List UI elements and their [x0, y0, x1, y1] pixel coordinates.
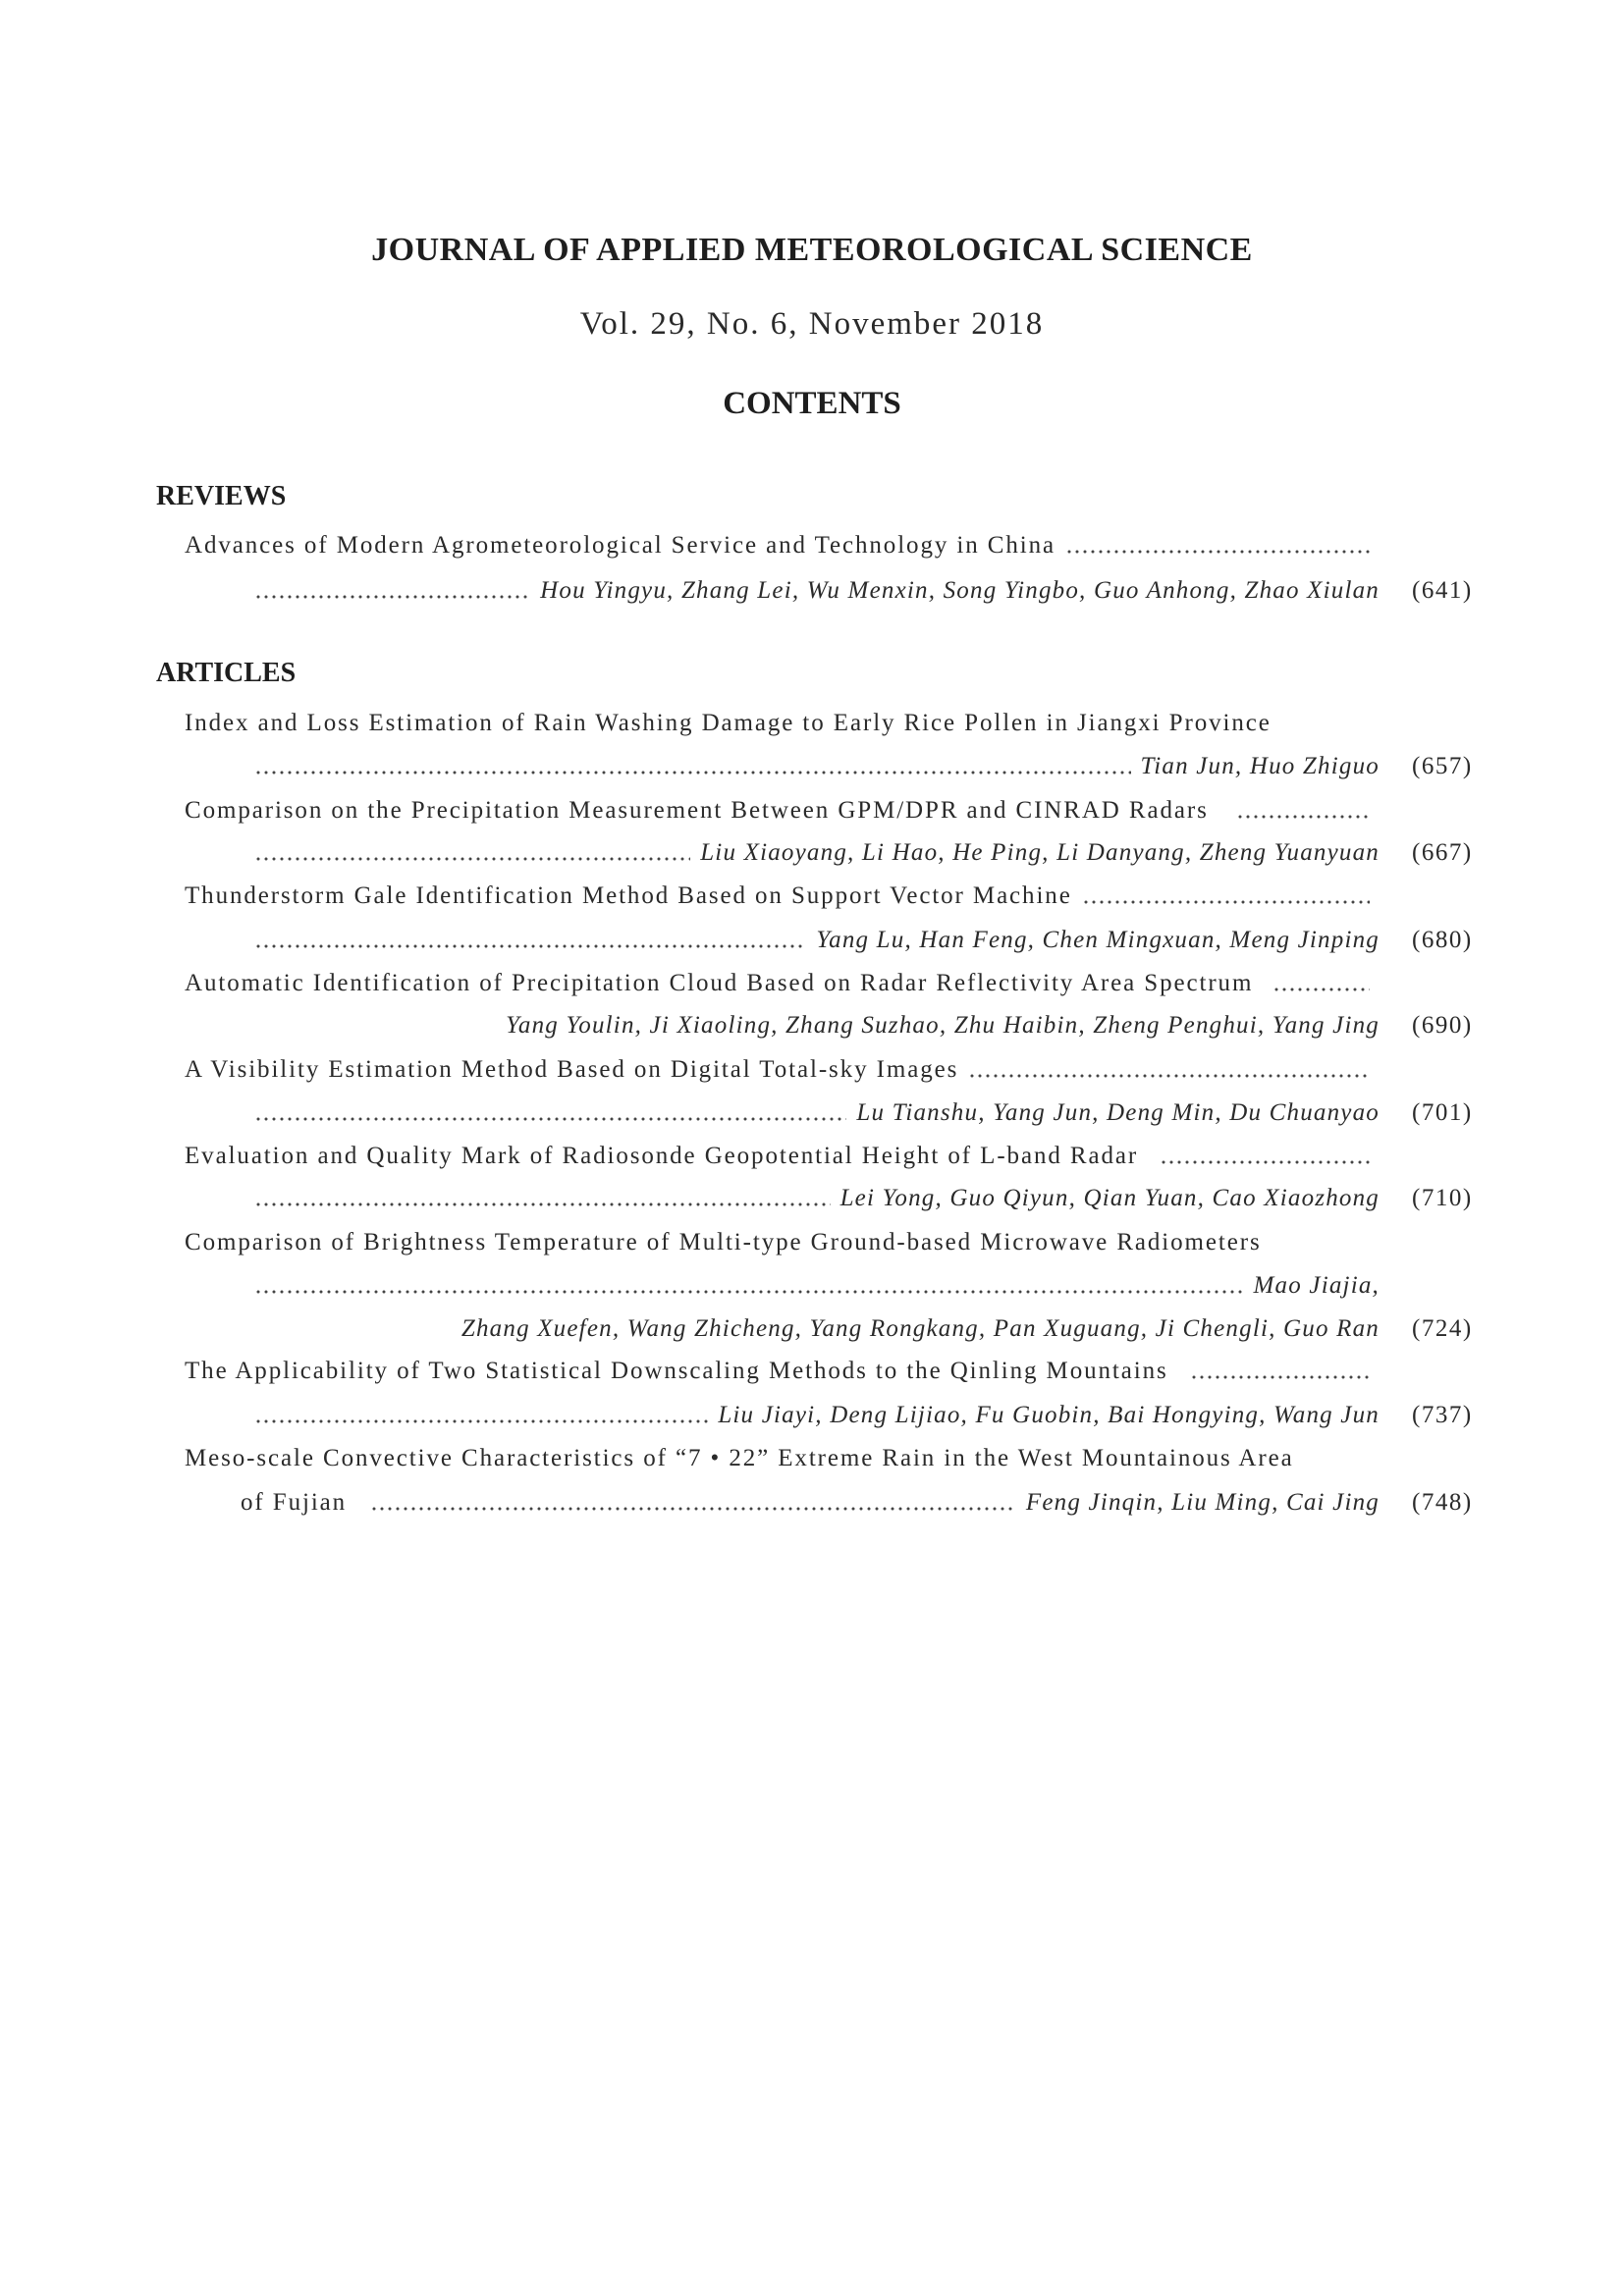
entry-page: (701)	[1412, 1099, 1473, 1126]
entry-authors: Yang Youlin, Ji Xiaoling, Zhang Suzhao, Zhu Haibin, Zheng Penghui, Yang Jing	[506, 1012, 1380, 1039]
entry-title[interactable]: Meso-scale Convective Characteristics of “7 • 22” Extreme Rain in the West Mountainous Area	[185, 1445, 1294, 1471]
entry-title[interactable]: A Visibility Estimation Method Based on Digital Total-sky Images	[185, 1056, 959, 1083]
toc-entry-title[interactable]	[185, 964, 1380, 1003]
toc-entry-authors	[254, 1094, 1380, 1133]
entry-page: (641)	[1412, 577, 1473, 604]
entry-authors: Zhang Xuefen, Wang Zhicheng, Yang Rongkang, Pan Xuguang, Ji Chengli, Guo Ran	[460, 1315, 1380, 1342]
contents-heading: CONTENTS	[723, 386, 901, 421]
entry-page: (690)	[1412, 1012, 1473, 1039]
toc-entry-title-continued	[241, 1483, 1380, 1522]
toc-entry-authors	[254, 833, 1380, 873]
dot-leader	[1272, 964, 1370, 1003]
entry-page: (657)	[1412, 753, 1473, 779]
entry-authors: Tian Jun, Huo Zhiguo	[1140, 753, 1380, 779]
toc-entry-authors	[254, 921, 1380, 960]
dot-leader	[1160, 1137, 1370, 1176]
entry-authors: Feng Jinqin, Liu Ming, Cai Jing	[1025, 1489, 1380, 1516]
entry-page: (680)	[1412, 927, 1473, 953]
toc-entry-title[interactable]	[185, 1439, 1380, 1478]
issue-info: Vol. 29, No. 6, November 2018	[579, 306, 1045, 342]
dot-leader	[254, 921, 806, 960]
toc-entry-title[interactable]	[185, 526, 1380, 565]
toc-entry-title[interactable]	[185, 1352, 1380, 1391]
entry-page: (724)	[1412, 1315, 1473, 1342]
dot-leader	[254, 571, 530, 611]
entry-authors: Lei Yong, Guo Qiyun, Qian Yuan, Cao Xiaozhong	[839, 1185, 1380, 1211]
dot-leader	[254, 1094, 846, 1133]
dot-leader	[1082, 877, 1370, 916]
entry-page: (710)	[1412, 1185, 1473, 1211]
toc-entry-authors	[254, 1266, 1380, 1306]
toc-entry-title[interactable]	[185, 1137, 1380, 1176]
toc-entry-title[interactable]	[185, 1050, 1380, 1090]
toc-entry-authors	[254, 747, 1380, 786]
entry-page: (737)	[1412, 1402, 1473, 1428]
entry-authors: Yang Lu, Han Feng, Chen Mingxuan, Meng Jinping	[816, 927, 1380, 953]
entry-page: (667)	[1412, 839, 1473, 866]
dot-leader	[1236, 791, 1370, 830]
dot-leader	[254, 1266, 1244, 1306]
entry-page: (748)	[1412, 1489, 1473, 1516]
entry-title[interactable]: Thunderstorm Gale Identification Method Based on Support Vector Machine	[185, 882, 1072, 909]
entry-authors: Liu Jiayi, Deng Lijiao, Fu Guobin, Bai Hongying, Wang Jun	[718, 1402, 1380, 1428]
dot-leader	[968, 1050, 1370, 1090]
entry-authors: Hou Yingyu, Zhang Lei, Wu Menxin, Song Yingbo, Guo Anhong, Zhao Xiulan	[540, 577, 1380, 604]
toc-entry-authors	[254, 1396, 1380, 1435]
toc-entry-authors	[254, 1179, 1380, 1218]
toc-entry-title[interactable]	[185, 791, 1380, 830]
dot-leader	[254, 1179, 831, 1218]
toc-entry-title[interactable]	[185, 877, 1380, 916]
entry-title[interactable]: The Applicability of Two Statistical Downscaling Methods to the Qinling Mountains	[185, 1358, 1168, 1384]
toc-entry-authors-continued	[254, 1309, 1380, 1349]
section-heading-reviews: REVIEWS	[156, 481, 287, 511]
entry-title-continued[interactable]: of Fujian	[241, 1489, 348, 1516]
journal-title: JOURNAL OF APPLIED METEOROLOGICAL SCIENCE	[371, 232, 1253, 268]
dot-leader	[370, 1483, 1016, 1522]
toc-entry-authors	[254, 571, 1380, 611]
entry-authors: Mao Jiajia,	[1253, 1272, 1380, 1299]
entry-title[interactable]: Index and Loss Estimation of Rain Washing Damage to Early Rice Pollen in Jiangxi Province	[185, 710, 1272, 736]
toc-entry-authors	[254, 1006, 1380, 1045]
dot-leader	[1065, 526, 1370, 565]
toc-entry-title[interactable]	[185, 704, 1380, 743]
toc-entry-title[interactable]	[185, 1223, 1380, 1262]
dot-leader	[254, 1396, 708, 1435]
dot-leader	[1190, 1352, 1370, 1391]
dot-leader	[254, 747, 1131, 786]
entry-title[interactable]: Automatic Identification of Precipitation Cloud Based on Radar Reflectivity Area Spectrum	[185, 970, 1254, 996]
entry-title[interactable]: Comparison on the Precipitation Measurement Between GPM/DPR and CINRAD Radars	[185, 797, 1209, 824]
entry-title[interactable]: Comparison of Brightness Temperature of Multi-type Ground-based Microwave Radiometers	[185, 1229, 1262, 1255]
entry-authors: Lu Tianshu, Yang Jun, Deng Min, Du Chuanyao	[856, 1099, 1380, 1126]
dot-leader	[254, 833, 690, 873]
entry-title[interactable]: Advances of Modern Agrometeorological Service and Technology in China	[185, 532, 1056, 559]
entry-title[interactable]: Evaluation and Quality Mark of Radiosonde Geopotential Height of L-band Radar	[185, 1143, 1139, 1169]
entry-authors: Liu Xiaoyang, Li Hao, He Ping, Li Danyang, Zheng Yuanyuan	[700, 839, 1380, 866]
section-heading-articles: ARTICLES	[156, 658, 297, 688]
